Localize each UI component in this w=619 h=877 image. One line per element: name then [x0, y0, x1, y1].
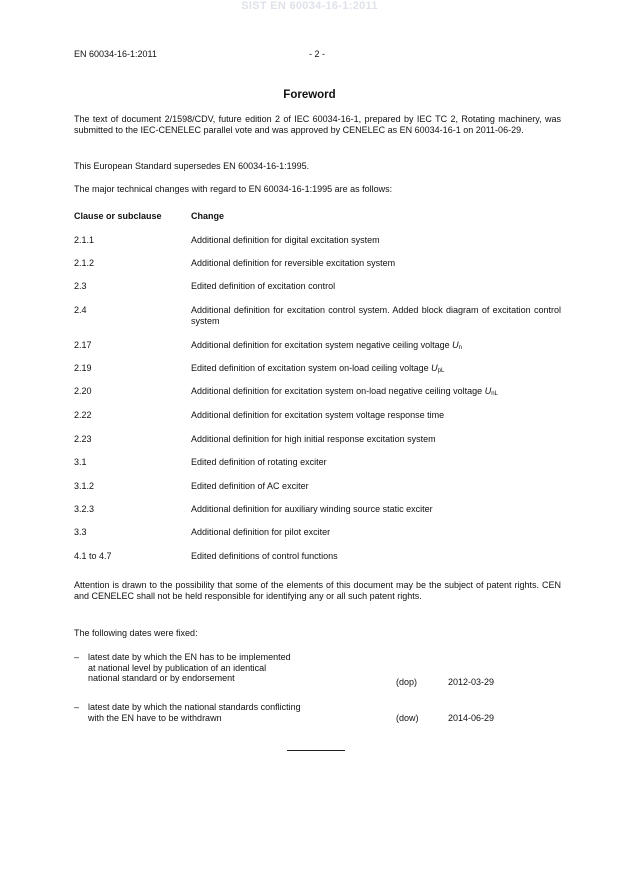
change-cell	[191, 363, 561, 377]
change-text: Additional definition for excitation system on-load negative ceiling voltage	[191, 386, 483, 396]
subscript: pL	[437, 368, 445, 374]
clause-cell: 3.2.3	[74, 504, 95, 514]
change-text: Additional definition for excitation system negative ceiling voltage	[191, 340, 450, 350]
date-description	[88, 652, 388, 684]
list-dash: –	[74, 702, 80, 712]
date-line: latest date by which the EN has to be implemented	[88, 652, 291, 662]
date-line: latest date by which the national standards conflicting	[88, 702, 301, 712]
clause-cell: 2.20	[74, 386, 92, 396]
clause-cell: 3.1	[74, 457, 87, 467]
date-value: 2012-03-29	[448, 677, 495, 687]
date-line: national standard or by endorsement	[88, 673, 235, 683]
change-cell: Additional definition for pilot exciter	[191, 527, 331, 537]
clause-cell: 3.1.2	[74, 481, 95, 491]
symbol: U	[484, 386, 492, 396]
change-cell: Edited definition of AC exciter	[191, 481, 309, 491]
date-value: 2014-06-29	[448, 713, 495, 723]
change-cell: Additional definition for excitation control system. Added block diagram of excitation control system	[191, 305, 561, 326]
list-dash: –	[74, 652, 80, 662]
clause-cell: 3.3	[74, 527, 87, 537]
clause-cell: 2.3	[74, 281, 87, 291]
clause-cell: 4.1 to 4.7	[74, 551, 112, 561]
change-cell: Additional definition for auxiliary winding source static exciter	[191, 504, 433, 514]
symbol: U	[431, 363, 438, 373]
clause-cell: 2.1.2	[74, 258, 95, 268]
change-cell: Edited definition of excitation control	[191, 281, 336, 291]
header-doc-id: EN 60034-16-1:2011	[74, 49, 157, 59]
clause-cell: 2.17	[74, 340, 92, 350]
change-cell: Additional definition for reversible excitation system	[191, 258, 396, 268]
watermark: SIST EN 60034-16-1:2011	[241, 0, 378, 12]
intro-paragraph: The text of document 2/1598/CDV, future edition 2 of IEC 60034-16-1, prepared by IEC TC 2, Rotating machinery, was submitted to the IEC-CENELEC parallel vote and was approved by CENELEC as EN 60034-16-1 on 2011-06-29.	[74, 114, 561, 135]
change-cell	[191, 386, 561, 400]
change-cell: Edited definition of rotating exciter	[191, 457, 327, 467]
date-line: with the EN have to be withdrawn	[88, 712, 222, 723]
date-line: at national level by publication of an identical	[88, 662, 267, 673]
date-description	[88, 702, 388, 723]
changes-intro-paragraph: The major technical changes with regard to EN 60034-16-1:1995 are as follows:	[74, 184, 393, 194]
symbol: U	[452, 340, 459, 350]
end-divider	[287, 750, 345, 751]
clause-cell: 2.22	[74, 410, 92, 420]
change-cell: Additional definition for excitation system voltage response time	[191, 410, 445, 420]
change-cell	[191, 340, 561, 354]
table-header-clause: Clause or subclause	[74, 211, 162, 221]
change-cell: Additional definition for high initial response excitation system	[191, 434, 436, 444]
subscript: nL	[491, 391, 498, 397]
change-cell: Edited definitions of control functions	[191, 551, 338, 561]
header-page-number: - 2 -	[309, 49, 326, 59]
clause-cell: 2.23	[74, 434, 92, 444]
date-code: (dow)	[396, 713, 419, 723]
clause-cell: 2.4	[74, 305, 87, 315]
attention-paragraph: Attention is drawn to the possibility that some of the elements of this document may be the subject of patent rights. CEN and CENELEC shall not be held responsible for identifying any or all such patent rights.	[74, 580, 561, 601]
clause-cell: 2.19	[74, 363, 92, 373]
subscript: n	[458, 345, 463, 351]
change-cell: Additional definition for digital excitation system	[191, 235, 380, 245]
clause-cell: 2.1.1	[74, 235, 95, 245]
supersedes-paragraph: This European Standard supersedes EN 60034-16-1:1995.	[74, 161, 310, 171]
dates-intro-paragraph: The following dates were fixed:	[74, 628, 198, 638]
page-title: Foreword	[283, 89, 336, 101]
table-header-change: Change	[191, 211, 225, 221]
date-code: (dop)	[396, 677, 418, 687]
change-text: Edited definition of excitation system on-load ceiling voltage	[191, 363, 429, 373]
